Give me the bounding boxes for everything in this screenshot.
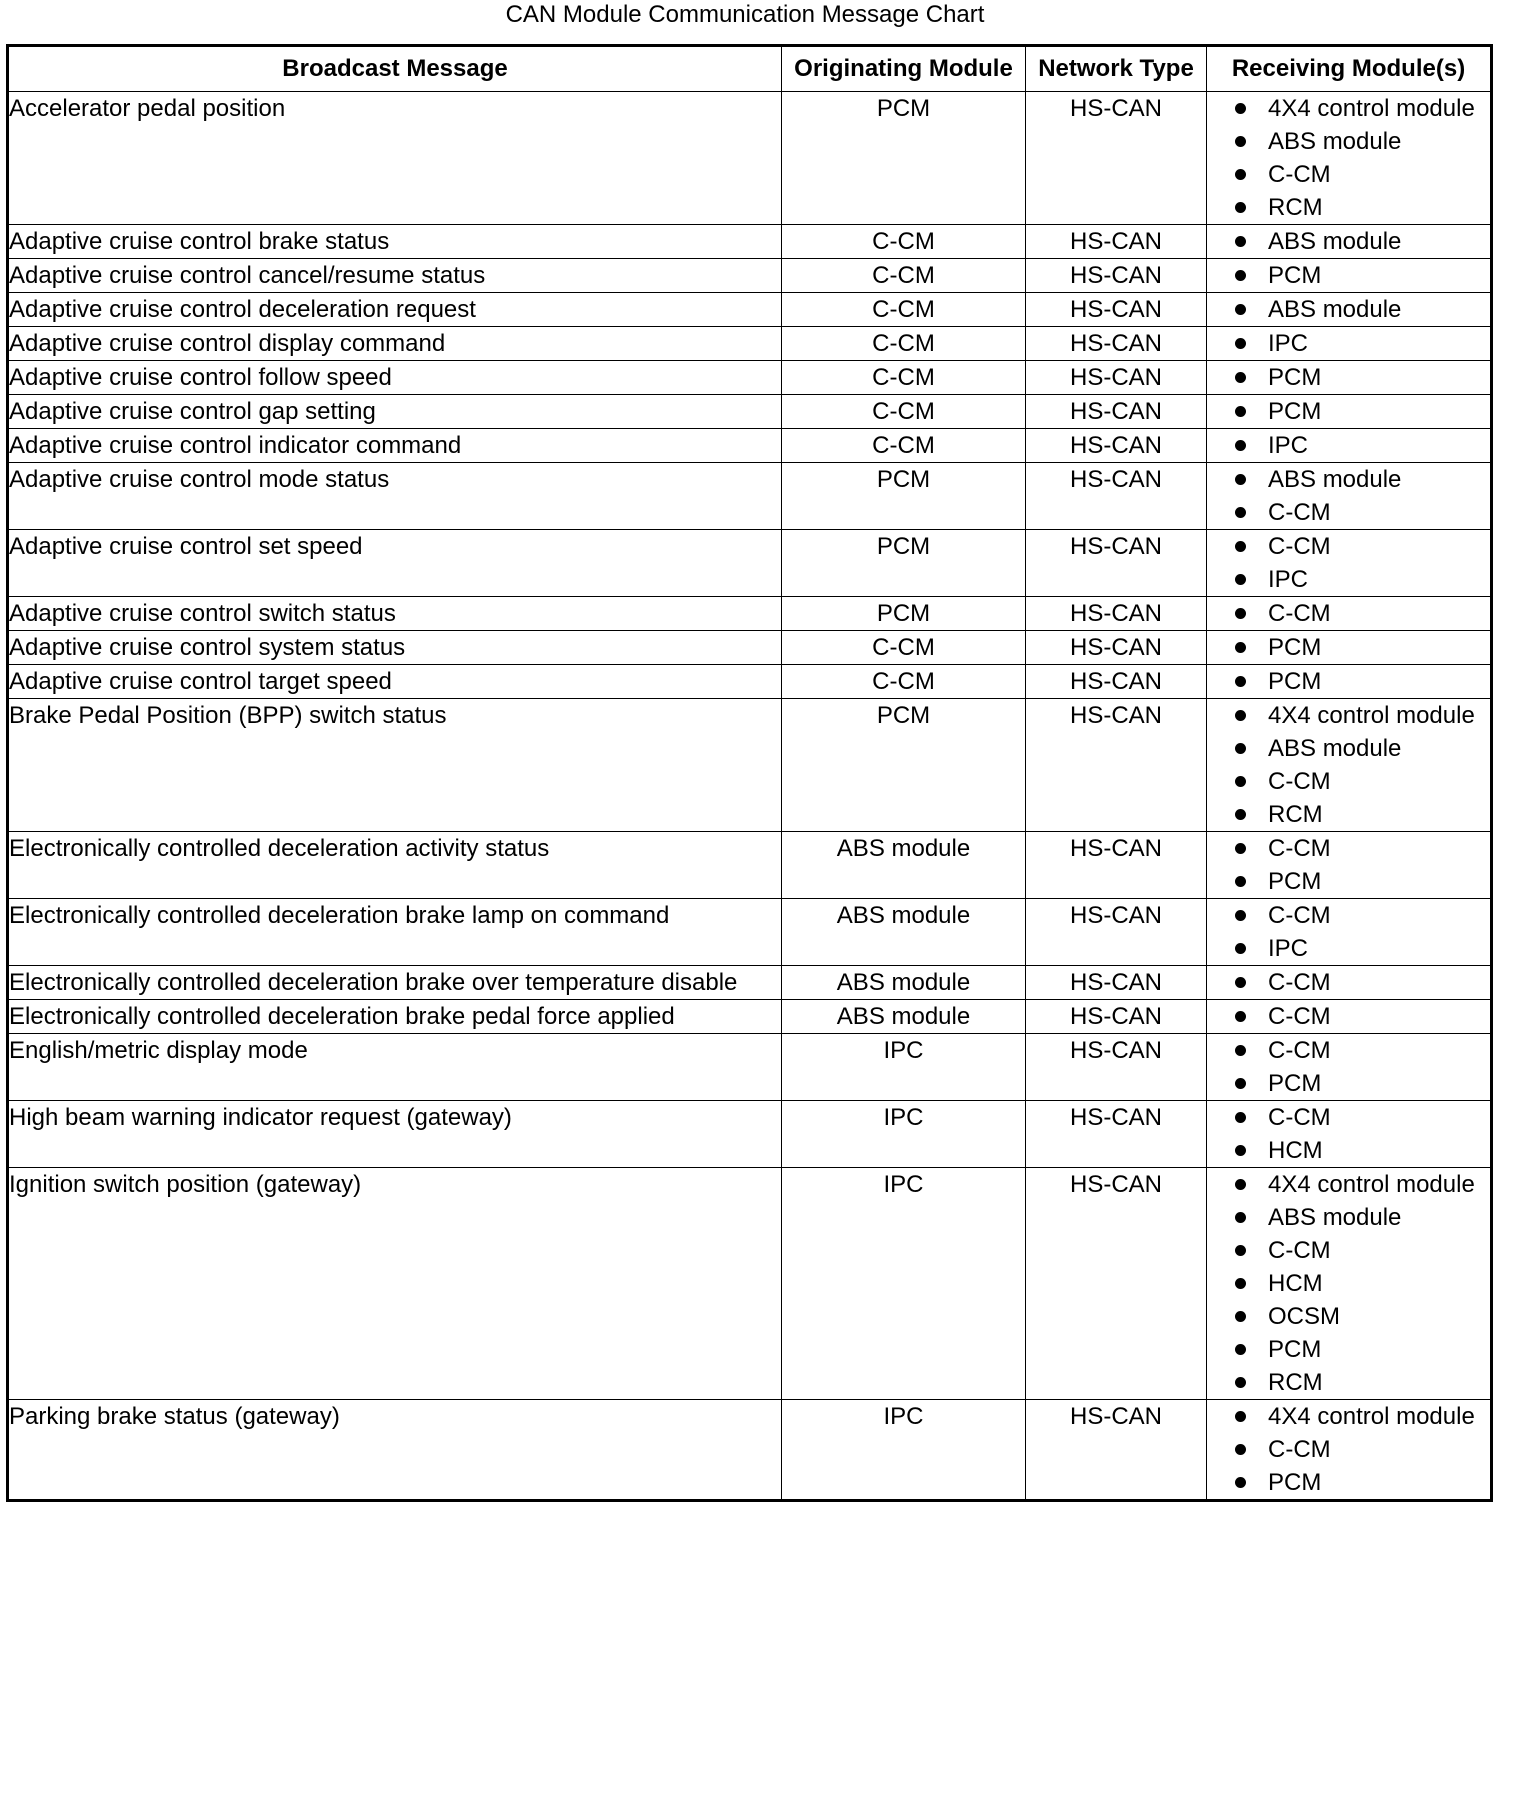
- list-item: [1207, 1234, 1490, 1267]
- table-row: [8, 832, 1492, 899]
- receiving-modules-cell: [1207, 361, 1492, 395]
- bullet-icon: [1235, 440, 1246, 451]
- broadcast-message-cell: Adaptive cruise control target speed: [8, 665, 782, 699]
- receiving-module-list: [1207, 293, 1490, 326]
- originating-module-cell: ABS module: [782, 1000, 1026, 1034]
- list-item: [1207, 1034, 1490, 1067]
- bullet-icon: [1235, 676, 1246, 687]
- list-item: [1207, 1466, 1490, 1499]
- table-row: [8, 361, 1492, 395]
- table-row: [8, 966, 1492, 1000]
- bullet-icon: [1235, 541, 1246, 552]
- receiving-module-label: C-CM: [1268, 533, 1331, 560]
- bullet-icon: [1235, 1145, 1246, 1156]
- list-item: [1207, 158, 1490, 191]
- originating-module-cell: IPC: [782, 1168, 1026, 1400]
- receiving-module-label: IPC: [1268, 566, 1309, 593]
- bullet-icon: [1235, 136, 1246, 147]
- broadcast-message-cell: Adaptive cruise control deceleration request: [8, 293, 782, 327]
- network-type-cell: HS-CAN: [1026, 665, 1207, 699]
- originating-module-cell: IPC: [782, 1101, 1026, 1168]
- receiving-module-list: [1207, 463, 1490, 529]
- receiving-module-label: PCM: [1268, 634, 1322, 661]
- network-type-cell: HS-CAN: [1026, 92, 1207, 225]
- table-row: [8, 1034, 1492, 1101]
- receiving-modules-cell: [1207, 665, 1492, 699]
- broadcast-message-cell: Adaptive cruise control switch status: [8, 597, 782, 631]
- list-item: [1207, 191, 1490, 224]
- originating-module-cell: C-CM: [782, 327, 1026, 361]
- broadcast-message-cell: Adaptive cruise control indicator command: [8, 429, 782, 463]
- list-item: [1207, 899, 1490, 932]
- bullet-icon: [1235, 1212, 1246, 1223]
- broadcast-message-cell: Electronically controlled deceleration brake pedal force applied: [8, 1000, 782, 1034]
- receiving-module-list: [1207, 327, 1490, 360]
- list-item: [1207, 732, 1490, 765]
- bullet-icon: [1235, 1045, 1246, 1056]
- receiving-module-label: C-CM: [1268, 969, 1331, 996]
- table-row: [8, 225, 1492, 259]
- receiving-module-list: [1207, 259, 1490, 292]
- broadcast-message-cell: Electronically controlled deceleration brake lamp on command: [8, 899, 782, 966]
- receiving-modules-cell: [1207, 293, 1492, 327]
- table-row: [8, 429, 1492, 463]
- receiving-modules-cell: [1207, 259, 1492, 293]
- receiving-module-label: C-CM: [1268, 161, 1331, 188]
- receiving-module-label: IPC: [1268, 935, 1309, 962]
- bullet-icon: [1235, 1411, 1246, 1422]
- broadcast-message-cell: Parking brake status (gateway): [8, 1400, 782, 1501]
- receiving-module-label: ABS module: [1268, 466, 1402, 493]
- receiving-modules-cell: [1207, 832, 1492, 899]
- broadcast-message-cell: Adaptive cruise control brake status: [8, 225, 782, 259]
- list-item: [1207, 395, 1490, 428]
- receiving-module-label: C-CM: [1268, 1104, 1331, 1131]
- bullet-icon: [1235, 843, 1246, 854]
- broadcast-message-cell: Electronically controlled deceleration brake over temperature disable: [8, 966, 782, 1000]
- list-item: [1207, 496, 1490, 529]
- receiving-module-label: C-CM: [1268, 835, 1331, 862]
- list-item: [1207, 1101, 1490, 1134]
- bullet-icon: [1235, 809, 1246, 820]
- table-row: [8, 1101, 1492, 1168]
- receiving-module-label: PCM: [1268, 668, 1322, 695]
- network-type-cell: HS-CAN: [1026, 1400, 1207, 1501]
- list-item: [1207, 865, 1490, 898]
- chart-title: CAN Module Communication Message Chart: [505, 1, 985, 28]
- header-originating-module: Originating Module: [782, 46, 1026, 92]
- receiving-module-label: ABS module: [1268, 228, 1402, 255]
- broadcast-message-cell: Adaptive cruise control display command: [8, 327, 782, 361]
- receiving-module-list: [1207, 832, 1490, 898]
- bullet-icon: [1235, 574, 1246, 585]
- list-item: [1207, 293, 1490, 326]
- network-type-cell: HS-CAN: [1026, 530, 1207, 597]
- bullet-icon: [1235, 943, 1246, 954]
- receiving-module-label: RCM: [1268, 801, 1323, 828]
- originating-module-cell: C-CM: [782, 225, 1026, 259]
- receiving-module-label: PCM: [1268, 868, 1322, 895]
- bullet-icon: [1235, 1245, 1246, 1256]
- receiving-modules-cell: [1207, 899, 1492, 966]
- network-type-cell: HS-CAN: [1026, 631, 1207, 665]
- list-item: [1207, 699, 1490, 732]
- receiving-module-label: C-CM: [1268, 1237, 1331, 1264]
- receiving-module-list: [1207, 1168, 1490, 1399]
- receiving-modules-cell: [1207, 631, 1492, 665]
- bullet-icon: [1235, 1179, 1246, 1190]
- table-row: [8, 530, 1492, 597]
- bullet-icon: [1235, 1344, 1246, 1355]
- table-row: [8, 631, 1492, 665]
- originating-module-cell: PCM: [782, 92, 1026, 225]
- broadcast-message-cell: Adaptive cruise control follow speed: [8, 361, 782, 395]
- receiving-modules-cell: [1207, 699, 1492, 832]
- receiving-module-label: PCM: [1268, 1336, 1322, 1363]
- broadcast-message-cell: High beam warning indicator request (gateway): [8, 1101, 782, 1168]
- receiving-modules-cell: [1207, 1000, 1492, 1034]
- list-item: [1207, 1000, 1490, 1033]
- receiving-module-label: HCM: [1268, 1137, 1323, 1164]
- table-row: [8, 1168, 1492, 1400]
- list-item: [1207, 1067, 1490, 1100]
- list-item: [1207, 530, 1490, 563]
- broadcast-message-cell: Accelerator pedal position: [8, 92, 782, 225]
- receiving-module-label: C-CM: [1268, 1436, 1331, 1463]
- receiving-module-list: [1207, 429, 1490, 462]
- originating-module-cell: PCM: [782, 597, 1026, 631]
- receiving-modules-cell: [1207, 327, 1492, 361]
- list-item: [1207, 765, 1490, 798]
- receiving-module-label: PCM: [1268, 262, 1322, 289]
- originating-module-cell: ABS module: [782, 832, 1026, 899]
- receiving-module-label: RCM: [1268, 194, 1323, 221]
- bullet-icon: [1235, 1078, 1246, 1089]
- receiving-modules-cell: [1207, 225, 1492, 259]
- receiving-module-list: [1207, 699, 1490, 831]
- list-item: [1207, 259, 1490, 292]
- broadcast-message-cell: Adaptive cruise control mode status: [8, 463, 782, 530]
- originating-module-cell: PCM: [782, 699, 1026, 832]
- receiving-module-label: PCM: [1268, 1469, 1322, 1496]
- header-broadcast-message: Broadcast Message: [8, 46, 782, 92]
- list-item: [1207, 1267, 1490, 1300]
- originating-module-cell: IPC: [782, 1034, 1026, 1101]
- bullet-icon: [1235, 642, 1246, 653]
- broadcast-message-cell: Adaptive cruise control set speed: [8, 530, 782, 597]
- receiving-modules-cell: [1207, 92, 1492, 225]
- receiving-module-label: IPC: [1268, 330, 1309, 357]
- bullet-icon: [1235, 1011, 1246, 1022]
- originating-module-cell: C-CM: [782, 259, 1026, 293]
- receiving-module-list: [1207, 1034, 1490, 1100]
- list-item: [1207, 1168, 1490, 1201]
- receiving-module-label: IPC: [1268, 432, 1309, 459]
- list-item: [1207, 92, 1490, 125]
- originating-module-cell: C-CM: [782, 395, 1026, 429]
- receiving-module-label: C-CM: [1268, 768, 1331, 795]
- network-type-cell: HS-CAN: [1026, 361, 1207, 395]
- network-type-cell: HS-CAN: [1026, 832, 1207, 899]
- bullet-icon: [1235, 103, 1246, 114]
- receiving-modules-cell: [1207, 1400, 1492, 1501]
- list-item: [1207, 429, 1490, 462]
- table-row: [8, 293, 1492, 327]
- bullet-icon: [1235, 202, 1246, 213]
- broadcast-message-cell: Adaptive cruise control system status: [8, 631, 782, 665]
- network-type-cell: HS-CAN: [1026, 463, 1207, 530]
- bullet-icon: [1235, 608, 1246, 619]
- receiving-module-label: C-CM: [1268, 600, 1331, 627]
- receiving-modules-cell: [1207, 1168, 1492, 1400]
- receiving-modules-cell: [1207, 530, 1492, 597]
- network-type-cell: HS-CAN: [1026, 1101, 1207, 1168]
- receiving-module-label: ABS module: [1268, 735, 1402, 762]
- table-row: [8, 597, 1492, 631]
- originating-module-cell: C-CM: [782, 631, 1026, 665]
- bullet-icon: [1235, 977, 1246, 988]
- table-row: [8, 899, 1492, 966]
- broadcast-message-cell: English/metric display mode: [8, 1034, 782, 1101]
- list-item: [1207, 1433, 1490, 1466]
- network-type-cell: HS-CAN: [1026, 225, 1207, 259]
- table-row: [8, 395, 1492, 429]
- network-type-cell: HS-CAN: [1026, 699, 1207, 832]
- receiving-modules-cell: [1207, 463, 1492, 530]
- receiving-module-list: [1207, 631, 1490, 664]
- list-item: [1207, 1400, 1490, 1433]
- originating-module-cell: C-CM: [782, 665, 1026, 699]
- receiving-module-list: [1207, 92, 1490, 224]
- receiving-module-label: 4X4 control module: [1268, 702, 1475, 729]
- bullet-icon: [1235, 1112, 1246, 1123]
- receiving-module-label: ABS module: [1268, 128, 1402, 155]
- bullet-icon: [1235, 910, 1246, 921]
- table-row: [8, 1400, 1492, 1501]
- broadcast-message-cell: Adaptive cruise control gap setting: [8, 395, 782, 429]
- receiving-module-list: [1207, 665, 1490, 698]
- list-item: [1207, 1366, 1490, 1399]
- receiving-module-label: RCM: [1268, 1369, 1323, 1396]
- receiving-module-list: [1207, 1101, 1490, 1167]
- network-type-cell: HS-CAN: [1026, 966, 1207, 1000]
- bullet-icon: [1235, 776, 1246, 787]
- originating-module-cell: PCM: [782, 530, 1026, 597]
- receiving-module-label: PCM: [1268, 1070, 1322, 1097]
- bullet-icon: [1235, 1377, 1246, 1388]
- list-item: [1207, 463, 1490, 496]
- list-item: [1207, 225, 1490, 258]
- receiving-module-list: [1207, 1400, 1490, 1499]
- table-row: [8, 92, 1492, 225]
- list-item: [1207, 631, 1490, 664]
- bullet-icon: [1235, 474, 1246, 485]
- receiving-modules-cell: [1207, 395, 1492, 429]
- bullet-icon: [1235, 876, 1246, 887]
- table-header-row: [8, 46, 1492, 92]
- receiving-module-label: 4X4 control module: [1268, 1403, 1475, 1430]
- receiving-module-label: PCM: [1268, 364, 1322, 391]
- network-type-cell: HS-CAN: [1026, 1034, 1207, 1101]
- bullet-icon: [1235, 1278, 1246, 1289]
- bullet-icon: [1235, 338, 1246, 349]
- network-type-cell: HS-CAN: [1026, 327, 1207, 361]
- bullet-icon: [1235, 304, 1246, 315]
- table-row: [8, 259, 1492, 293]
- receiving-module-list: [1207, 530, 1490, 596]
- receiving-module-list: [1207, 1000, 1490, 1033]
- broadcast-message-cell: Adaptive cruise control cancel/resume status: [8, 259, 782, 293]
- network-type-cell: HS-CAN: [1026, 293, 1207, 327]
- broadcast-message-cell: Brake Pedal Position (BPP) switch status: [8, 699, 782, 832]
- list-item: [1207, 932, 1490, 965]
- broadcast-message-cell: Electronically controlled deceleration activity status: [8, 832, 782, 899]
- receiving-module-label: 4X4 control module: [1268, 95, 1475, 122]
- receiving-modules-cell: [1207, 1101, 1492, 1168]
- originating-module-cell: C-CM: [782, 429, 1026, 463]
- network-type-cell: HS-CAN: [1026, 1168, 1207, 1400]
- broadcast-message-cell: Ignition switch position (gateway): [8, 1168, 782, 1400]
- receiving-module-list: [1207, 395, 1490, 428]
- header-receiving-modules: Receiving Module(s): [1207, 46, 1492, 92]
- list-item: [1207, 665, 1490, 698]
- list-item: [1207, 798, 1490, 831]
- receiving-module-label: C-CM: [1268, 499, 1331, 526]
- list-item: [1207, 1300, 1490, 1333]
- list-item: [1207, 1333, 1490, 1366]
- bullet-icon: [1235, 710, 1246, 721]
- receiving-module-label: C-CM: [1268, 1037, 1331, 1064]
- list-item: [1207, 125, 1490, 158]
- table-body: [8, 92, 1492, 1501]
- table-row: [8, 463, 1492, 530]
- receiving-module-list: [1207, 361, 1490, 394]
- list-item: [1207, 327, 1490, 360]
- receiving-module-label: ABS module: [1268, 296, 1402, 323]
- list-item: [1207, 1201, 1490, 1234]
- receiving-module-list: [1207, 966, 1490, 999]
- table-row: [8, 1000, 1492, 1034]
- bullet-icon: [1235, 372, 1246, 383]
- originating-module-cell: C-CM: [782, 293, 1026, 327]
- list-item: [1207, 1134, 1490, 1167]
- network-type-cell: HS-CAN: [1026, 259, 1207, 293]
- network-type-cell: HS-CAN: [1026, 1000, 1207, 1034]
- receiving-module-label: PCM: [1268, 398, 1322, 425]
- bullet-icon: [1235, 169, 1246, 180]
- table-row: [8, 327, 1492, 361]
- table-row: [8, 699, 1492, 832]
- receiving-module-label: ABS module: [1268, 1204, 1402, 1231]
- list-item: [1207, 563, 1490, 596]
- receiving-module-label: 4X4 control module: [1268, 1171, 1475, 1198]
- bullet-icon: [1235, 1444, 1246, 1455]
- originating-module-cell: ABS module: [782, 966, 1026, 1000]
- originating-module-cell: IPC: [782, 1400, 1026, 1501]
- list-item: [1207, 597, 1490, 630]
- network-type-cell: HS-CAN: [1026, 899, 1207, 966]
- originating-module-cell: PCM: [782, 463, 1026, 530]
- bullet-icon: [1235, 507, 1246, 518]
- bullet-icon: [1235, 1477, 1246, 1488]
- receiving-modules-cell: [1207, 1034, 1492, 1101]
- receiving-module-list: [1207, 899, 1490, 965]
- list-item: [1207, 361, 1490, 394]
- list-item: [1207, 832, 1490, 865]
- originating-module-cell: C-CM: [782, 361, 1026, 395]
- bullet-icon: [1235, 1311, 1246, 1322]
- receiving-module-label: C-CM: [1268, 1003, 1331, 1030]
- can-message-table: [6, 44, 1493, 1502]
- receiving-module-label: C-CM: [1268, 902, 1331, 929]
- receiving-module-list: [1207, 225, 1490, 258]
- bullet-icon: [1235, 236, 1246, 247]
- receiving-module-label: HCM: [1268, 1270, 1323, 1297]
- receiving-modules-cell: [1207, 429, 1492, 463]
- header-network-type: Network Type: [1026, 46, 1207, 92]
- network-type-cell: HS-CAN: [1026, 395, 1207, 429]
- network-type-cell: HS-CAN: [1026, 597, 1207, 631]
- bullet-icon: [1235, 270, 1246, 281]
- bullet-icon: [1235, 743, 1246, 754]
- list-item: [1207, 966, 1490, 999]
- bullet-icon: [1235, 406, 1246, 417]
- receiving-modules-cell: [1207, 966, 1492, 1000]
- table-row: [8, 665, 1492, 699]
- receiving-module-list: [1207, 597, 1490, 630]
- receiving-module-label: OCSM: [1268, 1303, 1340, 1330]
- originating-module-cell: ABS module: [782, 899, 1026, 966]
- receiving-modules-cell: [1207, 597, 1492, 631]
- network-type-cell: HS-CAN: [1026, 429, 1207, 463]
